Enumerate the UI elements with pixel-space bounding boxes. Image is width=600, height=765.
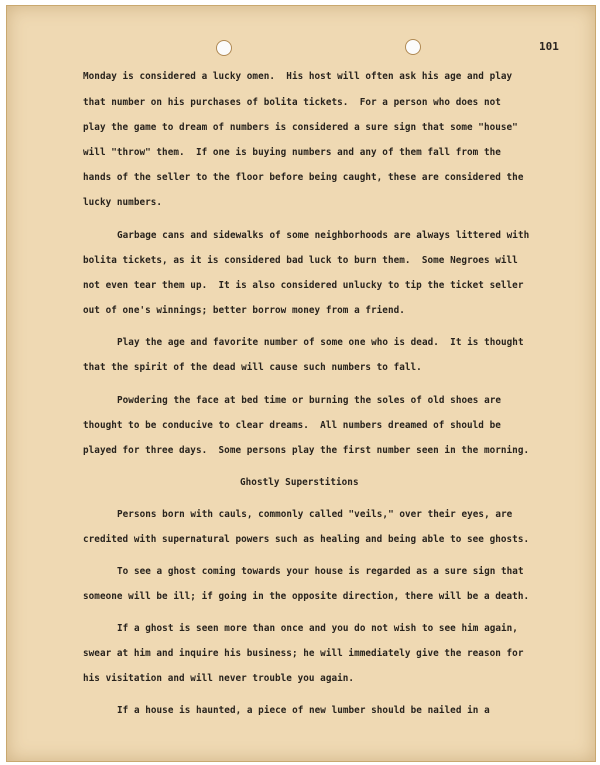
- body-line: bolita tickets, as it is considered bad luck to burn them. Some Negroes will: [83, 255, 518, 266]
- punch-hole-right: [405, 39, 421, 55]
- body-line: hands of the seller to the floor before being caught, these are considered the: [83, 172, 524, 183]
- body-line: Play the age and favorite number of some one who is dead. It is thought: [117, 337, 524, 348]
- page-number: 101: [539, 40, 559, 53]
- body-line: will "throw" them. If one is buying numbers and any of them fall from the: [83, 147, 501, 158]
- body-line: credited with supernatural powers such as healing and being able to see ghosts.: [83, 534, 530, 545]
- body-line: Monday is considered a lucky omen. His host will often ask his age and play: [83, 71, 513, 82]
- body-line: To see a ghost coming towards your house is regarded as a sure sign that: [117, 566, 524, 577]
- body-line: his visitation and will never trouble you again.: [83, 673, 355, 684]
- body-line: played for three days. Some persons play the first number seen in the morning.: [83, 445, 530, 456]
- body-line: Persons born with cauls, commonly called "veils," over their eyes, are: [117, 509, 513, 520]
- body-line: that the spirit of the dead will cause such numbers to fall.: [83, 362, 422, 373]
- body-line: play the game to dream of numbers is considered a sure sign that some "house": [83, 122, 518, 133]
- body-line: not even tear them up. It is also considered unlucky to tip the ticket seller: [83, 280, 524, 291]
- body-line: Garbage cans and sidewalks of some neighborhoods are always littered with: [117, 230, 530, 241]
- body-line: If a house is haunted, a piece of new lumber should be nailed in a: [117, 705, 490, 716]
- body-line: Powdering the face at bed time or burning the soles of old shoes are: [117, 395, 502, 406]
- punch-hole-left: [216, 40, 232, 56]
- section-heading: Ghostly Superstitions: [240, 477, 359, 488]
- body-line: someone will be ill; if going in the opposite direction, there will be a death.: [83, 591, 530, 602]
- body-line: If a ghost is seen more than once and you do not wish to see him again,: [117, 623, 518, 634]
- document-page: [6, 5, 596, 762]
- body-line: thought to be conducive to clear dreams. All numbers dreamed of should be: [83, 420, 501, 431]
- body-line: swear at him and inquire his business; he will immediately give the reason for: [83, 648, 524, 659]
- body-line: that number on his purchases of bolita tickets. For a person who does not: [83, 97, 501, 108]
- body-line: lucky numbers.: [83, 197, 163, 208]
- body-line: out of one's winnings; better borrow money from a friend.: [83, 305, 405, 316]
